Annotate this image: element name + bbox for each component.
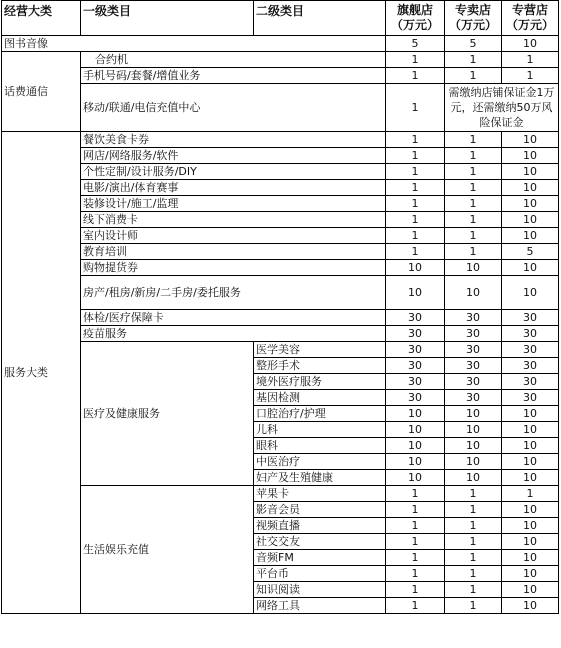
services-category: 服务大类 bbox=[2, 132, 81, 614]
level2-label: 境外医疗服务 bbox=[254, 374, 386, 390]
level1-label: 体检/医疗保障卡 bbox=[81, 310, 386, 326]
brand-value: 10 bbox=[445, 260, 502, 276]
specialty-value: 30 bbox=[502, 310, 559, 326]
level2-label: 平台币 bbox=[254, 566, 386, 582]
level2-label: 基因检测 bbox=[254, 390, 386, 406]
brand-value: 1 bbox=[445, 212, 502, 228]
header-level2-category: 二级类目 bbox=[254, 1, 386, 36]
flagship-value: 1 bbox=[386, 196, 445, 212]
specialty-value: 10 bbox=[502, 228, 559, 244]
header-row bbox=[2, 1, 559, 36]
flagship-value: 1 bbox=[386, 582, 445, 598]
brand-value: 10 bbox=[445, 406, 502, 422]
level1-label: 手机号码/套餐/增值业务 bbox=[81, 68, 386, 84]
level2-label: 整形手术 bbox=[254, 358, 386, 374]
table-row bbox=[2, 180, 559, 196]
specialty-value: 10 bbox=[502, 212, 559, 228]
level1-label: 室内设计师 bbox=[81, 228, 386, 244]
level2-label: 音频FM bbox=[254, 550, 386, 566]
flagship-value: 10 bbox=[386, 422, 445, 438]
flagship-value: 1 bbox=[386, 228, 445, 244]
level2-label: 口腔治疗/护理 bbox=[254, 406, 386, 422]
specialty-value: 30 bbox=[502, 390, 559, 406]
level1-label: 购物提货券 bbox=[81, 260, 386, 276]
table-row bbox=[2, 52, 559, 68]
level1-label: 餐饮美食卡券 bbox=[81, 132, 386, 148]
specialty-value: 10 bbox=[502, 164, 559, 180]
flagship-value: 1 bbox=[386, 502, 445, 518]
brand-value: 30 bbox=[445, 358, 502, 374]
specialty-value: 10 bbox=[502, 132, 559, 148]
table-row bbox=[2, 342, 559, 358]
brand-value: 1 bbox=[445, 244, 502, 260]
deposit-note: 需缴纳店铺保证金1万元，还需缴纳50万风险保证金 bbox=[445, 84, 559, 132]
brand-value: 1 bbox=[445, 196, 502, 212]
table-row bbox=[2, 68, 559, 84]
level1-label: 线下消费卡 bbox=[81, 212, 386, 228]
level1-label: 合约机 bbox=[81, 52, 386, 68]
deposit-table bbox=[1, 0, 559, 614]
specialty-value: 30 bbox=[502, 342, 559, 358]
table-row bbox=[2, 132, 559, 148]
level1-label: 教育培训 bbox=[81, 244, 386, 260]
specialty-value: 10 bbox=[502, 196, 559, 212]
specialty-value: 10 bbox=[502, 518, 559, 534]
specialty-value: 10 bbox=[502, 502, 559, 518]
brand-value: 1 bbox=[445, 68, 502, 84]
flagship-value: 1 bbox=[386, 550, 445, 566]
brand-value: 1 bbox=[445, 164, 502, 180]
brand-value: 30 bbox=[445, 374, 502, 390]
header-brand-store: 专卖店（万元） bbox=[445, 1, 502, 36]
telecom-category: 话费通信 bbox=[2, 52, 81, 132]
specialty-value: 1 bbox=[502, 486, 559, 502]
flagship-value: 30 bbox=[386, 358, 445, 374]
specialty-value: 10 bbox=[502, 406, 559, 422]
header-flagship-store: 旗舰店（万元） bbox=[386, 1, 445, 36]
brand-value: 1 bbox=[445, 518, 502, 534]
level1-label: 电影/演出/体育赛事 bbox=[81, 180, 386, 196]
table-row bbox=[2, 212, 559, 228]
specialty-value: 10 bbox=[502, 422, 559, 438]
table-row bbox=[2, 276, 559, 310]
specialty-value: 30 bbox=[502, 326, 559, 342]
flagship-value: 1 bbox=[386, 132, 445, 148]
books-category: 图书音像 bbox=[2, 36, 386, 52]
specialty-value: 10 bbox=[502, 148, 559, 164]
flagship-value: 30 bbox=[386, 374, 445, 390]
flagship-value: 30 bbox=[386, 342, 445, 358]
brand-value: 10 bbox=[445, 470, 502, 486]
specialty-value: 10 bbox=[502, 260, 559, 276]
brand-value: 1 bbox=[445, 534, 502, 550]
flagship-value: 1 bbox=[386, 212, 445, 228]
flagship-value: 1 bbox=[386, 180, 445, 196]
brand-value: 1 bbox=[445, 228, 502, 244]
level1-label: 装修设计/施工/监理 bbox=[81, 196, 386, 212]
level2-label: 儿科 bbox=[254, 422, 386, 438]
flagship-value: 10 bbox=[386, 454, 445, 470]
brand-value: 30 bbox=[445, 310, 502, 326]
level1-label: 个性定制/设计服务/DIY bbox=[81, 164, 386, 180]
table-row bbox=[2, 148, 559, 164]
flagship-value: 1 bbox=[386, 518, 445, 534]
flagship-value: 1 bbox=[386, 52, 445, 68]
specialty-value: 30 bbox=[502, 374, 559, 390]
header-level1-category: 一级类目 bbox=[81, 1, 254, 36]
brand-value: 1 bbox=[445, 582, 502, 598]
flagship-value: 10 bbox=[386, 260, 445, 276]
flagship-value: 30 bbox=[386, 390, 445, 406]
brand-value: 1 bbox=[445, 566, 502, 582]
specialty-value: 1 bbox=[502, 52, 559, 68]
flagship-value: 30 bbox=[386, 310, 445, 326]
level2-label: 医学美容 bbox=[254, 342, 386, 358]
specialty-value: 30 bbox=[502, 358, 559, 374]
level2-label: 社交交友 bbox=[254, 534, 386, 550]
flagship-value: 1 bbox=[386, 164, 445, 180]
recharge-level1-label: 生活娱乐充值 bbox=[81, 486, 254, 614]
brand-value: 1 bbox=[445, 502, 502, 518]
flagship-value: 1 bbox=[386, 148, 445, 164]
level1-label: 移动/联通/电信充值中心 bbox=[81, 84, 386, 132]
specialty-value: 10 bbox=[502, 598, 559, 614]
flagship-value: 10 bbox=[386, 470, 445, 486]
brand-value: 1 bbox=[445, 132, 502, 148]
level1-label: 房产/租房/新房/二手房/委托服务 bbox=[81, 276, 386, 310]
header-business-category: 经营大类 bbox=[2, 1, 81, 36]
flagship-value: 30 bbox=[386, 326, 445, 342]
brand-value: 10 bbox=[445, 438, 502, 454]
flagship-value: 1 bbox=[386, 84, 445, 132]
specialty-value: 10 bbox=[502, 550, 559, 566]
table-row bbox=[2, 164, 559, 180]
specialty-value: 10 bbox=[502, 534, 559, 550]
level2-label: 知识阅读 bbox=[254, 582, 386, 598]
level2-label: 视频直播 bbox=[254, 518, 386, 534]
level2-label: 中医治疗 bbox=[254, 454, 386, 470]
table-row bbox=[2, 196, 559, 212]
specialty-value: 10 bbox=[502, 438, 559, 454]
specialty-value: 10 bbox=[502, 582, 559, 598]
level1-label: 网店/网络服务/软件 bbox=[81, 148, 386, 164]
specialty-value: 10 bbox=[502, 454, 559, 470]
level2-label: 网络工具 bbox=[254, 598, 386, 614]
brand-value: 1 bbox=[445, 486, 502, 502]
header-specialty-store: 专营店（万元） bbox=[502, 1, 559, 36]
flagship-value: 5 bbox=[386, 36, 445, 52]
specialty-value: 1 bbox=[502, 68, 559, 84]
flagship-value: 1 bbox=[386, 534, 445, 550]
level1-label: 疫苗服务 bbox=[81, 326, 386, 342]
flagship-value: 1 bbox=[386, 68, 445, 84]
level2-label: 妇产及生殖健康 bbox=[254, 470, 386, 486]
specialty-value: 10 bbox=[502, 566, 559, 582]
specialty-value: 5 bbox=[502, 244, 559, 260]
specialty-value: 10 bbox=[502, 36, 559, 52]
table-row bbox=[2, 486, 559, 502]
table-row bbox=[2, 310, 559, 326]
brand-value: 30 bbox=[445, 390, 502, 406]
specialty-value: 10 bbox=[502, 470, 559, 486]
level2-label: 眼科 bbox=[254, 438, 386, 454]
brand-value: 30 bbox=[445, 326, 502, 342]
brand-value: 1 bbox=[445, 52, 502, 68]
flagship-value: 1 bbox=[386, 244, 445, 260]
level2-label: 影音会员 bbox=[254, 502, 386, 518]
brand-value: 1 bbox=[445, 598, 502, 614]
flagship-value: 10 bbox=[386, 276, 445, 310]
flagship-value: 1 bbox=[386, 598, 445, 614]
brand-value: 1 bbox=[445, 180, 502, 196]
table-row bbox=[2, 36, 559, 52]
table-row bbox=[2, 260, 559, 276]
brand-value: 1 bbox=[445, 550, 502, 566]
flagship-value: 10 bbox=[386, 438, 445, 454]
flagship-value: 1 bbox=[386, 566, 445, 582]
level2-label: 苹果卡 bbox=[254, 486, 386, 502]
brand-value: 30 bbox=[445, 342, 502, 358]
flagship-value: 10 bbox=[386, 406, 445, 422]
brand-value: 10 bbox=[445, 454, 502, 470]
table-row bbox=[2, 84, 559, 132]
table-row bbox=[2, 326, 559, 342]
specialty-value: 10 bbox=[502, 276, 559, 310]
table-row bbox=[2, 228, 559, 244]
brand-value: 5 bbox=[445, 36, 502, 52]
brand-value: 10 bbox=[445, 276, 502, 310]
table-row bbox=[2, 244, 559, 260]
medical-level1-label: 医疗及健康服务 bbox=[81, 342, 254, 486]
specialty-value: 10 bbox=[502, 180, 559, 196]
brand-value: 10 bbox=[445, 422, 502, 438]
flagship-value: 1 bbox=[386, 486, 445, 502]
brand-value: 1 bbox=[445, 148, 502, 164]
